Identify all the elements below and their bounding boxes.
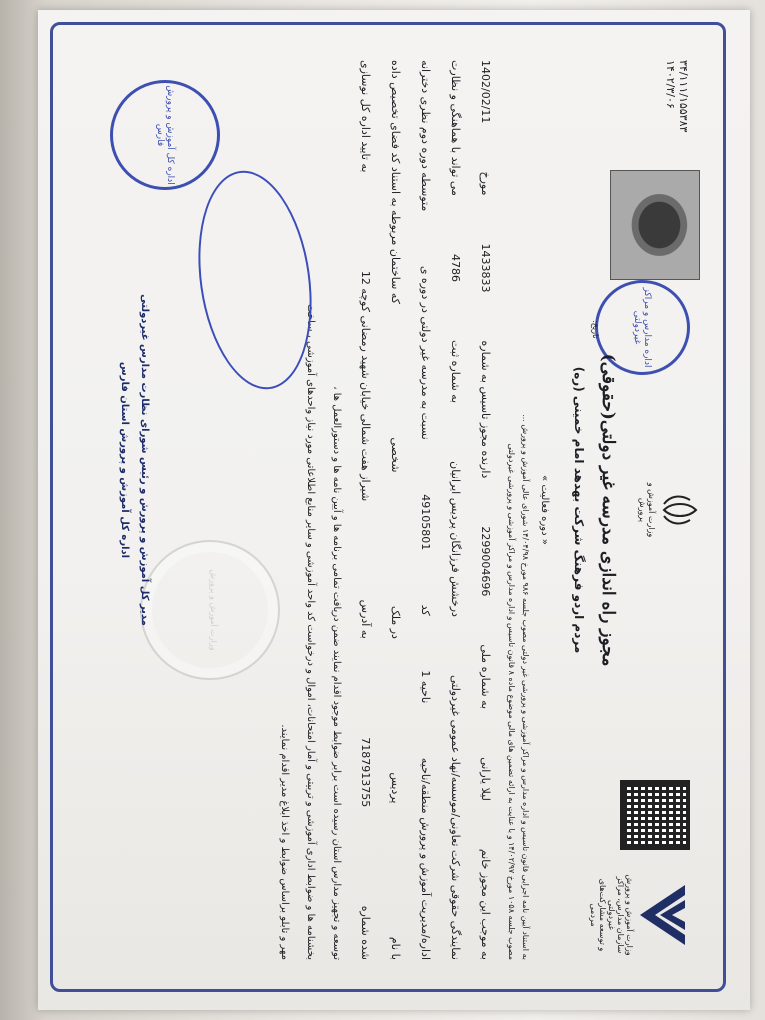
org-name-line1: سازمان مدارس، مراکز غیردولتی xyxy=(607,876,625,954)
name-label: با نام xyxy=(389,936,402,960)
emblem-block xyxy=(638,470,700,550)
reference-date: ۱۴۰۲/۳/۰۶ xyxy=(664,60,677,109)
national-id-label: به شماره ملی xyxy=(479,644,492,710)
address: شیراز هفت شمالی خیابان شهید رمضانی کوچه 12 xyxy=(359,270,372,502)
preamble-line1: به استناد آیین نامه اجرایی قانون تاسیس و اداره مدارس و مراکز آموزشی و پرورشی غیر دولتی مصوب جلسه ۹۸۶ مورخ ۱۴/۰۴/۹۸ شورای عالی آموزش و پرورش ... xyxy=(521,414,530,960)
holder-photo xyxy=(610,170,700,280)
preamble-line2: مصوب جلسه ۱۰۵۸ مورخ ۱۴/۰۲/۹۷ و با عنایت به ارائه تضمین های مالی موضوع ماده ۸ قانون تاسیس و اداره مدارس و مراکز آموزشی و پرورشی غیردولتی xyxy=(507,443,516,960)
body-line-2: بخشنامه ها و ضوابط اداری آموزشی و تربیتی و آمار امتحانات، اموال و درخواست کد واحد آموزشی و سایر منابع اطلاعاتی مورد نیاز واحدهای آموزشی ، ساخت xyxy=(305,304,316,960)
address-label: به آدرس xyxy=(359,599,372,639)
coord-line: می تواند با هماهنگی و نظارت xyxy=(449,60,462,196)
reg-number: 4786 xyxy=(449,253,462,282)
province-seal-text: اداره کل آموزش و پرورش فارس xyxy=(155,85,175,185)
approval-line: به تایید اداره کل نوسازی xyxy=(359,60,372,173)
reference-number: ۳۴/۱۱۱/۱۵۵۳۸۳ xyxy=(677,60,690,133)
org-logo-icon xyxy=(638,880,690,950)
certificate-content xyxy=(70,40,710,980)
code-label: کد xyxy=(419,604,432,616)
postal-number: 7187913755 xyxy=(359,737,372,808)
rep-line: نمایندگی حقوقی شرکت تعاونی/موسسه/نهاد عمومی غیردولتی xyxy=(449,674,462,960)
row-holder xyxy=(479,60,492,960)
ownership-label: در ملک xyxy=(389,605,402,639)
body-line-3: مهر و تابلو براساس ضوابط و اخذ ابلاغ مدیر اقدام نمایند. xyxy=(279,724,290,960)
certificate-subtitle: مردم اردو فرهنگ شرکت بهدهد امام خمینی (ره) xyxy=(572,366,586,654)
license-label: دارنده مجوز تاسیس به شماره xyxy=(479,340,492,479)
license-date: 1402/02/11 xyxy=(479,60,492,124)
qr-code xyxy=(620,780,690,850)
ownership: شخصی xyxy=(389,437,402,473)
postal-label: شده شماره xyxy=(359,905,372,960)
embossed-seal xyxy=(140,540,280,680)
district: ناحیه 1 xyxy=(419,670,432,704)
ministry-name: وزارت آموزش و پرورش xyxy=(625,874,634,956)
row-address xyxy=(359,60,372,960)
photo-date-label: تاریخ: xyxy=(591,320,600,339)
activity-note: « دوره فعالیت » xyxy=(539,475,550,545)
signature xyxy=(185,163,325,396)
signature-title-line1: مدیر کل آموزش و پرورش و رئیس شورای نظارت مدارس غیردولتی xyxy=(139,294,150,626)
org-name-line2: و توسعه مشارکت‌های مردمی xyxy=(589,878,607,952)
reg-label: به شماره ثبت xyxy=(449,339,462,404)
embossed-seal-text: وزارت آموزش و پرورش xyxy=(209,569,218,651)
row-company xyxy=(449,60,462,960)
dept-line: اداره/مدیریت آموزش و پرورش منطقه/ناحیه xyxy=(419,757,432,960)
school-line: نسبت به مدرسه غیر دولتی در دوره ی xyxy=(419,265,432,440)
signature-title-line2: اداره کل آموزش و پرورش استان فارس xyxy=(119,361,130,559)
holder-name: لیلا یارانی xyxy=(479,757,492,801)
code: 49105801 xyxy=(419,494,432,551)
row-district xyxy=(419,60,432,960)
body-line-1: توسعه و تجهیز مدارس استان رسیده است برابر ضوابط موجود اقدام نمایند ضمن دریافت تمامی برنامه ها و آیین نامه ها و دستورالعمل ها ، xyxy=(331,386,342,960)
license-number: 1433833 xyxy=(479,243,492,293)
iran-emblem-icon xyxy=(660,490,700,530)
building-line: که ساختمان مربوطه به استناد کد فضای تخصیص داده xyxy=(389,60,402,304)
company-name: درخشش فرزانگان پردیس ایرانیان xyxy=(449,461,462,617)
school-name: پردیس xyxy=(389,772,402,804)
school-level: متوسطه دوره دوم نظری دخترانه xyxy=(419,60,432,212)
ministry-seal-text: اداره مدارس و مراکز غیردولتی xyxy=(632,287,653,368)
province-seal-stamp xyxy=(110,80,220,190)
national-id: 2299004696 xyxy=(479,526,492,597)
certificate-title: مجوز راه اندازی مدرسه غیر دولتی(حقوقی) xyxy=(598,353,618,667)
holder-prefix: به موجب این مجوز خانم xyxy=(479,848,492,960)
reference-numbers xyxy=(664,60,690,132)
date-label: مورخ xyxy=(479,171,492,196)
row-school xyxy=(389,60,402,960)
emblem-caption: وزارت آموزش و پرورش xyxy=(638,482,656,538)
